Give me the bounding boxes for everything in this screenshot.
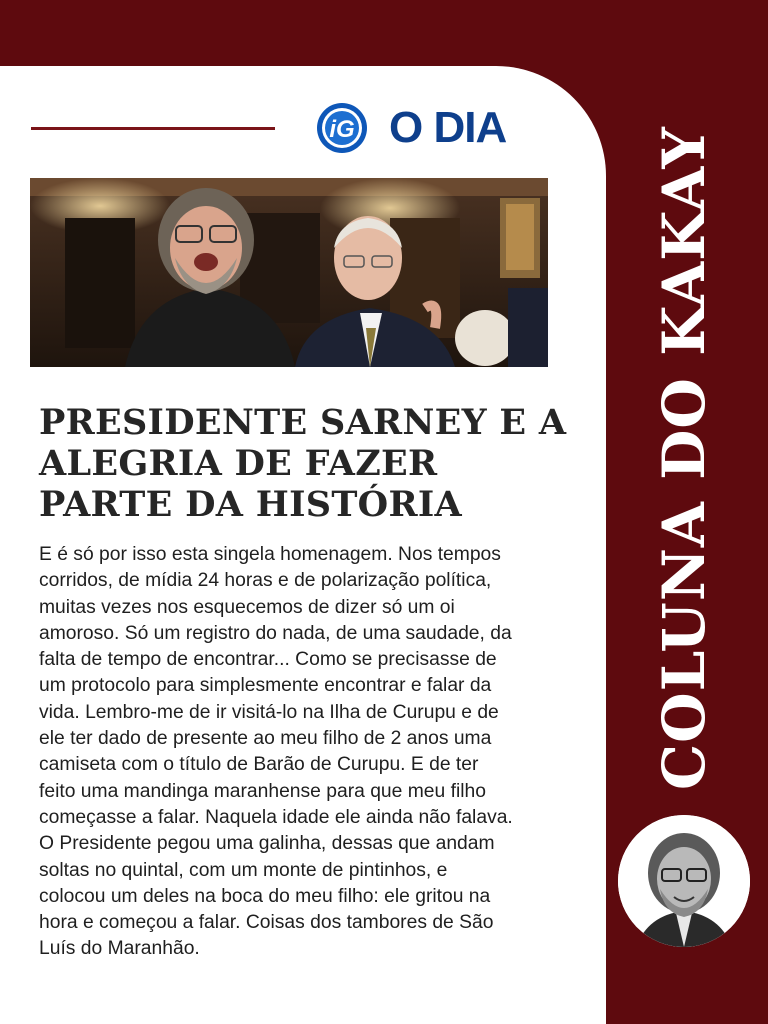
body-line: hora e começou a falar. Coisas dos tambores de São (39, 912, 494, 934)
ig-logo-icon (316, 100, 368, 156)
brand-logo: O DIA (389, 103, 507, 152)
body-line: ele ter dado de presente ao meu filho de 2 anos uma (39, 728, 492, 750)
headline-line: PARTE DA HISTÓRIA (39, 484, 462, 525)
column-title: COLUNA DO KAKAY (650, 126, 718, 790)
body-line: camiseta com o título de Barão de Curupu. E de ter (39, 754, 479, 776)
article-body (39, 542, 587, 963)
body-line: feito uma mandinga maranhense para que meu filho (39, 780, 486, 802)
body-line: muitas vezes nos esquecemos de dizer só um oi (39, 596, 455, 618)
header-rule (31, 127, 275, 130)
body-line: soltas no quintal, com um monte de pintinhos, e (39, 859, 448, 881)
body-line: colocou um deles na boca do meu filho: ele gritou na (39, 885, 491, 907)
ig-logo-text: iG (329, 116, 355, 143)
body-line: um protocolo para simplesmente encontrar e falar da (39, 675, 492, 697)
headline-line: PRESIDENTE SARNEY E A (39, 402, 567, 443)
body-line: O Presidente pegou uma galinha, dessas que andam (39, 833, 495, 855)
article-headline (39, 402, 567, 525)
body-line: começasse a falar. Naquela idade ele ainda não falava. (39, 806, 513, 828)
body-line: Luís do Maranhão. (39, 938, 200, 960)
author-avatar (618, 815, 750, 947)
body-line: corridos, de mídia 24 horas e de polarização política, (39, 570, 492, 592)
body-line: amoroso. Só um registro do nada, de uma saudade, da (39, 622, 512, 644)
body-line: vida. Lembro-me de ir visitá-lo na Ilha de Curupu e de (39, 701, 499, 723)
body-line: falta de tempo de encontrar... Como se precisasse de (39, 649, 497, 671)
headline-line: ALEGRIA DE FAZER (39, 443, 438, 484)
body-line: E é só por isso esta singela homenagem. Nos tempos (39, 544, 501, 565)
article-photo (30, 178, 548, 367)
